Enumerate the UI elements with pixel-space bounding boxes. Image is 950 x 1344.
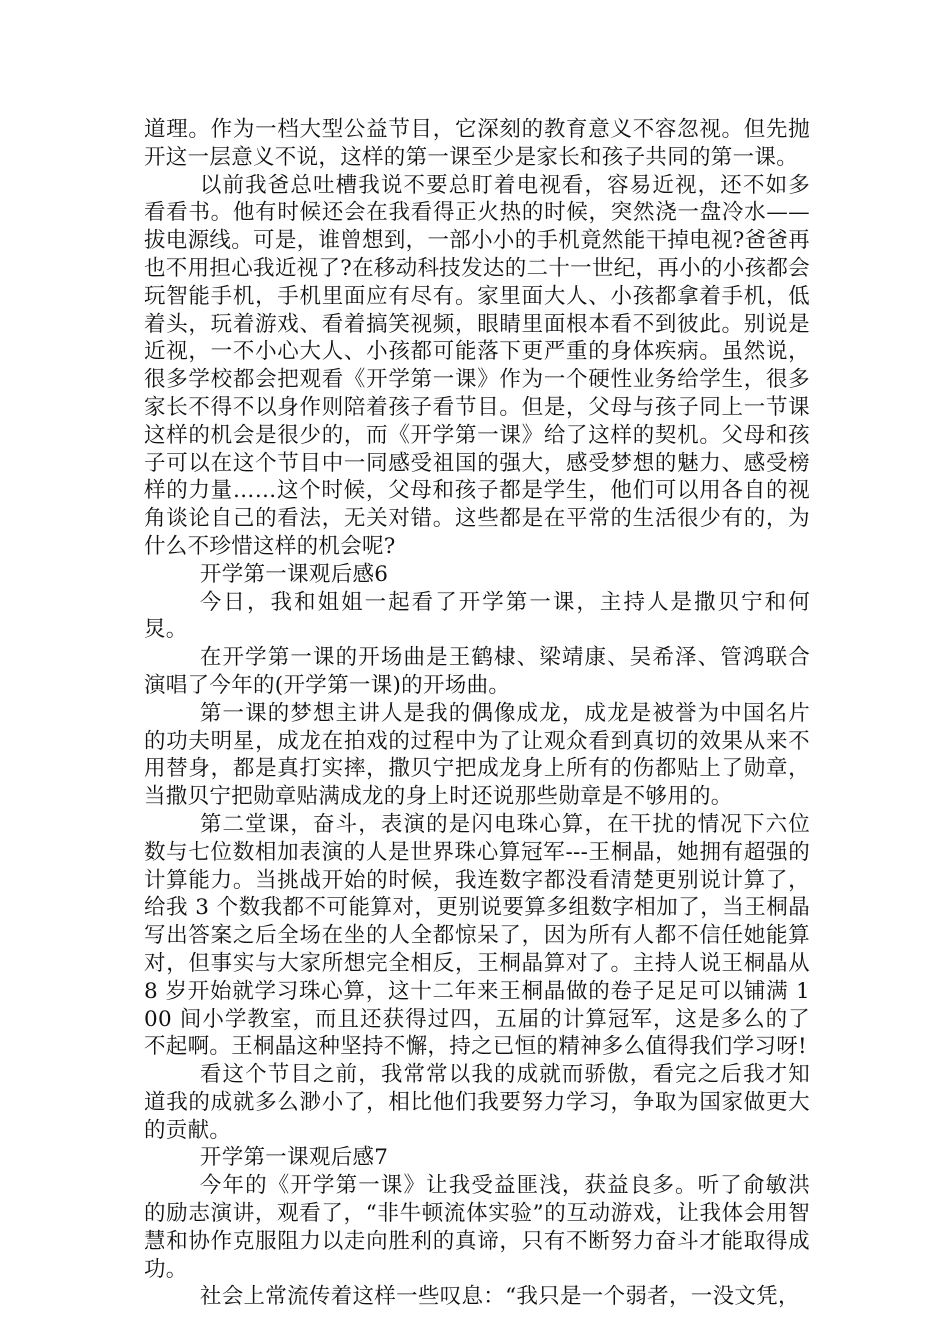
paragraph-continuation: 道理。作为一档大型公益节目，它深刻的教育意义不容忽视。但先抛开这一层意义不说，这样的第一课至少是家长和孩子共同的第一课。 [144, 117, 810, 170]
document-page [144, 116, 810, 1311]
paragraph-hosts: 今日，我和姐姐一起看了开学第一课，主持人是撒贝宁和何炅。 [144, 589, 810, 643]
paragraph-tv-phone: 以前我爸总吐槽我说不要总盯着电视看，容易近视，还不如多看看书。他有时候还会在我看得正火热的时候，突然浇一盘冷水——拔电源线。可是，谁曾想到，一部小小的手机竟然能干掉电视?爸爸再也不用担心我近视了?在移动科技发达的二十一世纪，再小的小孩都会玩智能手机，手机里面应有尽有。家里面大人、小孩都拿着手机，低着头，玩着游戏、看着搞笑视频，眼睛里面根本看不到彼此。别说是近视，一不小心大人、小孩都可能落下更严重的身体疾病。虽然说，很多学校都会把观看《开学第一课》作为一个硬性业务给学生，很多家长不得不以身作则陪着孩子看节目。但是，父母与孩子同上一节课这样的机会是很少的，而《开学第一课》给了这样的契机。父母和孩子可以在这个节目中一同感受祖国的强大，感受梦想的魅力、感受榜样的力量……这个时候，父母和孩子都是学生，他们可以用各自的视角谈论自己的看法，无关对错。这些都是在平常的生活很少有的，为什么不珍惜这样的机会呢? [144, 172, 810, 559]
paragraph-society: 社会上常流传着这样一些叹息：“我只是一个弱者，一没文凭， [199, 1284, 800, 1310]
section-title-7: 开学第一课观后感7 [199, 1145, 389, 1171]
paragraph-reflection: 看这个节目之前，我常常以我的成就而骄傲，看完之后我才知道我的成就多么渺小了，相比他们我要努力学习，争取为国家做更大的贡献。 [144, 1062, 810, 1143]
paragraph-mental-math: 第二堂课，奋斗，表演的是闪电珠心算，在干扰的情况下六位数与七位数相加表演的人是世界珠心算冠军---王桐晶，她拥有超强的计算能力。当挑战开始的时候，我连数字都没看清楚更别说计算了，给我 3 个数我都不可能算对，更别说要算多组数字相加了，当王桐晶写出答案之后全场在坐的人全都惊呆了，因为所有人都不信任她能算对，但事实与大家所想完全相反，王桐晶算对了。主持人说王桐晶从 8 岁开始就学习珠心算，这十二年来王桐晶做的卷子足足可以铺满 100 间小学教室，而且还获得过四，五届的计算冠军，这是多么的了不起啊。王桐晶这种坚持不懈，持之已恒的精神多么值得我们学习呀! [144, 811, 810, 1060]
paragraph-this-year: 今年的《开学第一课》让我受益匪浅，获益良多。听了俞敏洪的励志演讲，观看了，“非牛顿流体实验”的互动游戏，让我体会用智慧和协作克服阻力以走向胜利的真谛，只有不断努力奋斗才能取得成功。 [144, 1173, 810, 1282]
paragraph-jackie-chan: 第一课的梦想主讲人是我的偶像成龙，成龙是被誉为中国名片的功夫明星，成龙在拍戏的过程中为了让观众看到真切的效果从来不用替身，都是真打实摔，撒贝宁把成龙身上所有的伤都贴上了勋章，当撒贝宁把勋章贴满成龙的身上时还说那些勋章是不够用的。 [144, 700, 810, 810]
section-title-6: 开学第一课观后感6 [199, 561, 389, 587]
paragraph-opening-song: 在开学第一课的开场曲是王鹤棣、梁靖康、吴希泽、管鸿联合演唱了今年的(开学第一课)的开场曲。 [144, 645, 810, 698]
